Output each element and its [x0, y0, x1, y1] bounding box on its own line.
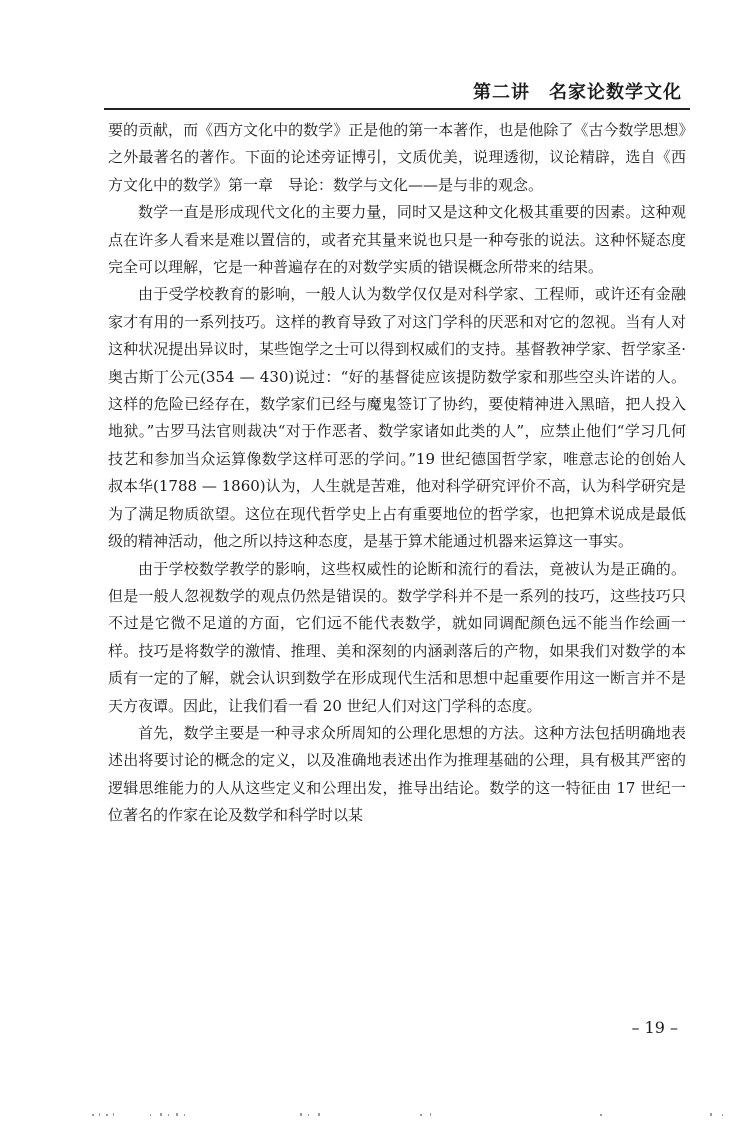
paragraph-3: 由于受学校教育的影响，一般人认为数学仅仅是对科学家、工程师，或许还有金融家才有用的一系列技巧。这样的教育导致了对这门学科的厌恶和对它的忽视。当有人对这种状况提出异议时，某些饱学之士可以得到权威们的支持。基督教神学家、哲学家圣·奥古斯丁公元(354 — 430)说过：“好的基督徒应该提防数学家和那些空头许诺的人。这样的危险已经存在，数学家们已经与魔鬼签订了协约，要使精神进入黑暗，把人投入地狱。”古罗马法官则裁决“对于作恶者、数学家诸如此类的人”，应禁止他们“学习几何技艺和参加当众运算像数学这样可恶的学问。”19 世纪德国哲学家，唯意志论的创始人叔本华(1788 — 1860)认为，人生就是苦难，他对科学研究评价不高，认为科学研究是为了满足物质欲望。这位在现代哲学史上占有重要地位的哲学家，也把算术说成是最低级的精神活动，他之所以持这种态度，是基于算术能通过机器来运算这一事实。: [108, 285, 686, 551]
paragraph-4: 由于学校数学教学的影响，这些权威性的论断和流行的看法，竟被认为是正确的。但是一般人忽视数学的观点仍然是错误的。数学学科并不是一系列的技巧，这些技巧只不过是它微不足道的方面，它们远不能代表数学，就如同调配颜色远不能当作绘画一样。技巧是将数学的激情、推理、美和深刻的内涵剥落后的产物，如果我们对数学的本质有一定的了解，就会认识到数学在形成现代生活和思想中起重要作用这一断言并不是天方夜谭。因此，让我们看一看 20 世纪人们对这门学科的态度。: [108, 559, 686, 715]
scan-noise: [0, 1108, 754, 1122]
paragraph-2: 数学一直是形成现代文化的主要力量，同时又是这种文化极其重要的因素。这种观点在许多人看来是难以置信的，或者充其量来说也只是一种夸张的说法。这种怀疑态度完全可以理解，它是一种普遍存在的对数学实质的错误概念所带来的结果。: [108, 203, 686, 277]
paragraph-5: 首先，数学主要是一种寻求众所周知的公理化思想的方法。这种方法包括明确地表述出将要讨论的概念的定义，以及准确地表述出作为推理基础的公理，具有极其严密的逻辑思维能力的人从这些定义和公理出发，推导出结论。数学的这一特征由 17 世纪一位著名的作家在论及数学和科学时以某: [108, 723, 686, 825]
paragraph-1: 要的贡献，而《西方文化中的数学》正是他的第一本著作，也是他除了《古今数学思想》之外最著名的著作。下面的论述旁证博引，文质优美，说理透彻，议论精辟，选自《西方文化中的数学》第一章 导论：数学与文化——是与非的观念。: [108, 121, 686, 194]
running-header: [104, 76, 690, 110]
body-text: [108, 117, 686, 830]
chapter-title: 第二讲 名家论数学文化: [473, 82, 682, 103]
page-number: – 19 –: [631, 1018, 678, 1037]
